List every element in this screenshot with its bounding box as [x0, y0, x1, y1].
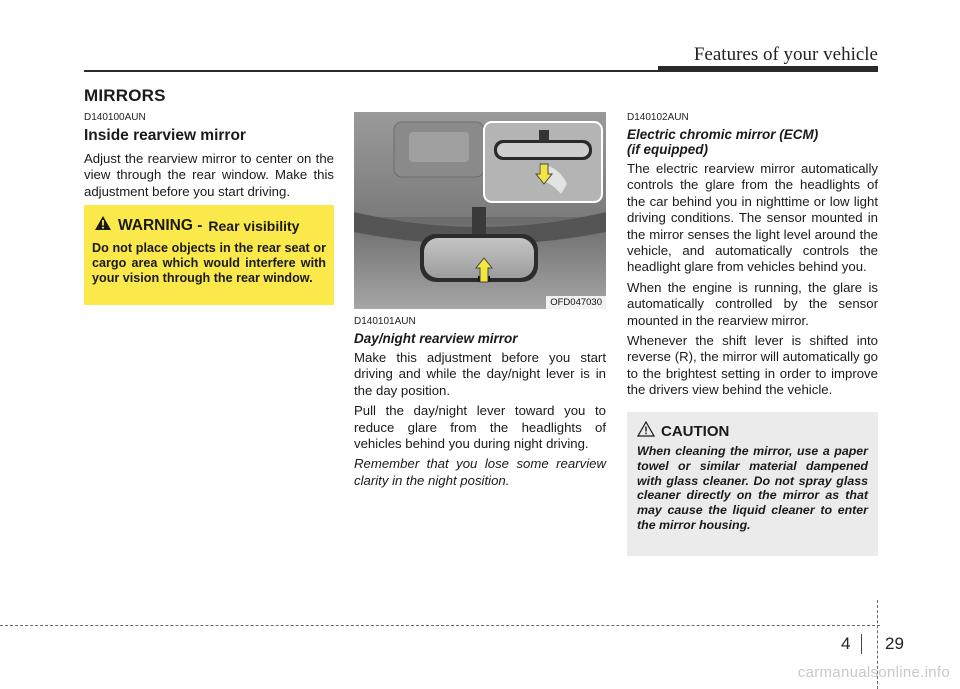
heading-ecm-line2: (if equipped) [627, 142, 708, 157]
heading-ecm-line1: Electric chromic mirror (ECM) [627, 127, 819, 142]
warning-text: Do not place objects in the rear seat or cargo area which would interfere with your vision through the rear window. [92, 241, 326, 286]
heading-inside-rearview-mirror: Inside rearview mirror [84, 127, 246, 144]
paragraph: When the engine is running, the glare is automatically controlled by the sensor mounted in the rearview mirror. [627, 279, 878, 328]
section-code: D140102AUN [627, 112, 689, 123]
mirror-illustration [354, 112, 606, 309]
heading-day-night-mirror: Day/night rearview mirror [354, 331, 518, 346]
caution-triangle-icon [637, 421, 655, 441]
header-rule-accent [658, 66, 878, 72]
mirror-photo [354, 112, 606, 309]
page-header-title: Features of your vehicle [693, 44, 878, 65]
chapter-number: 4 [841, 634, 851, 653]
middle-column [354, 316, 606, 493]
paragraph: Whenever the shift lever is shifted into reverse (R), the mirror will automatically go to the brightest setting in order to improve the drivers view behind the vehicle. [627, 333, 878, 398]
warning-subtitle: Rear visibility [208, 217, 300, 234]
caution-label: CAUTION [661, 422, 730, 440]
footer-rule [0, 625, 880, 626]
paragraph: The electric rearview mirror automatically controls the glare from the headlights of the car behind you in nighttime or low light driving conditions. The sensor mounted in the mirror senses the light level around the vehicle, and automatically controls the headlight glare from vehicles behind you. [627, 161, 878, 275]
left-column [84, 112, 334, 204]
paragraph: Pull the day/night lever toward you to reduce glare from the headlights of vehicles behind you during night driving. [354, 403, 606, 452]
section-title: MIRRORS [84, 86, 166, 105]
note-text: Remember that you lose some rearview clarity in the night position. [354, 456, 606, 488]
page-number-divider [861, 634, 862, 654]
right-column [627, 112, 878, 403]
caution-box [627, 412, 878, 556]
warning-label: WARNING - [118, 216, 203, 234]
warning-box [84, 205, 334, 305]
page-number: 29 [885, 634, 904, 653]
section-code: D140101AUN [354, 316, 416, 327]
paragraph: Make this adjustment before you start driving and while the day/night lever is in the day position. [354, 350, 606, 398]
warning-title [92, 215, 326, 236]
caution-title [637, 421, 868, 441]
photo-caption: OFD047030 [546, 296, 606, 309]
section-code: D140100AUN [84, 112, 146, 123]
warning-triangle-icon [94, 215, 112, 236]
caution-text: When cleaning the mirror, use a paper towel or similar material dampened with glass cleaner. Do not spray glass cleaner directly on the mirror as that may cause the liquid cleaner to enter the mirror housing. [637, 444, 868, 532]
watermark: carmanualsonline.info [797, 664, 950, 681]
paragraph: Adjust the rearview mirror to center on the view through the rear window. Make this adjustment before you start driving. [84, 151, 334, 199]
